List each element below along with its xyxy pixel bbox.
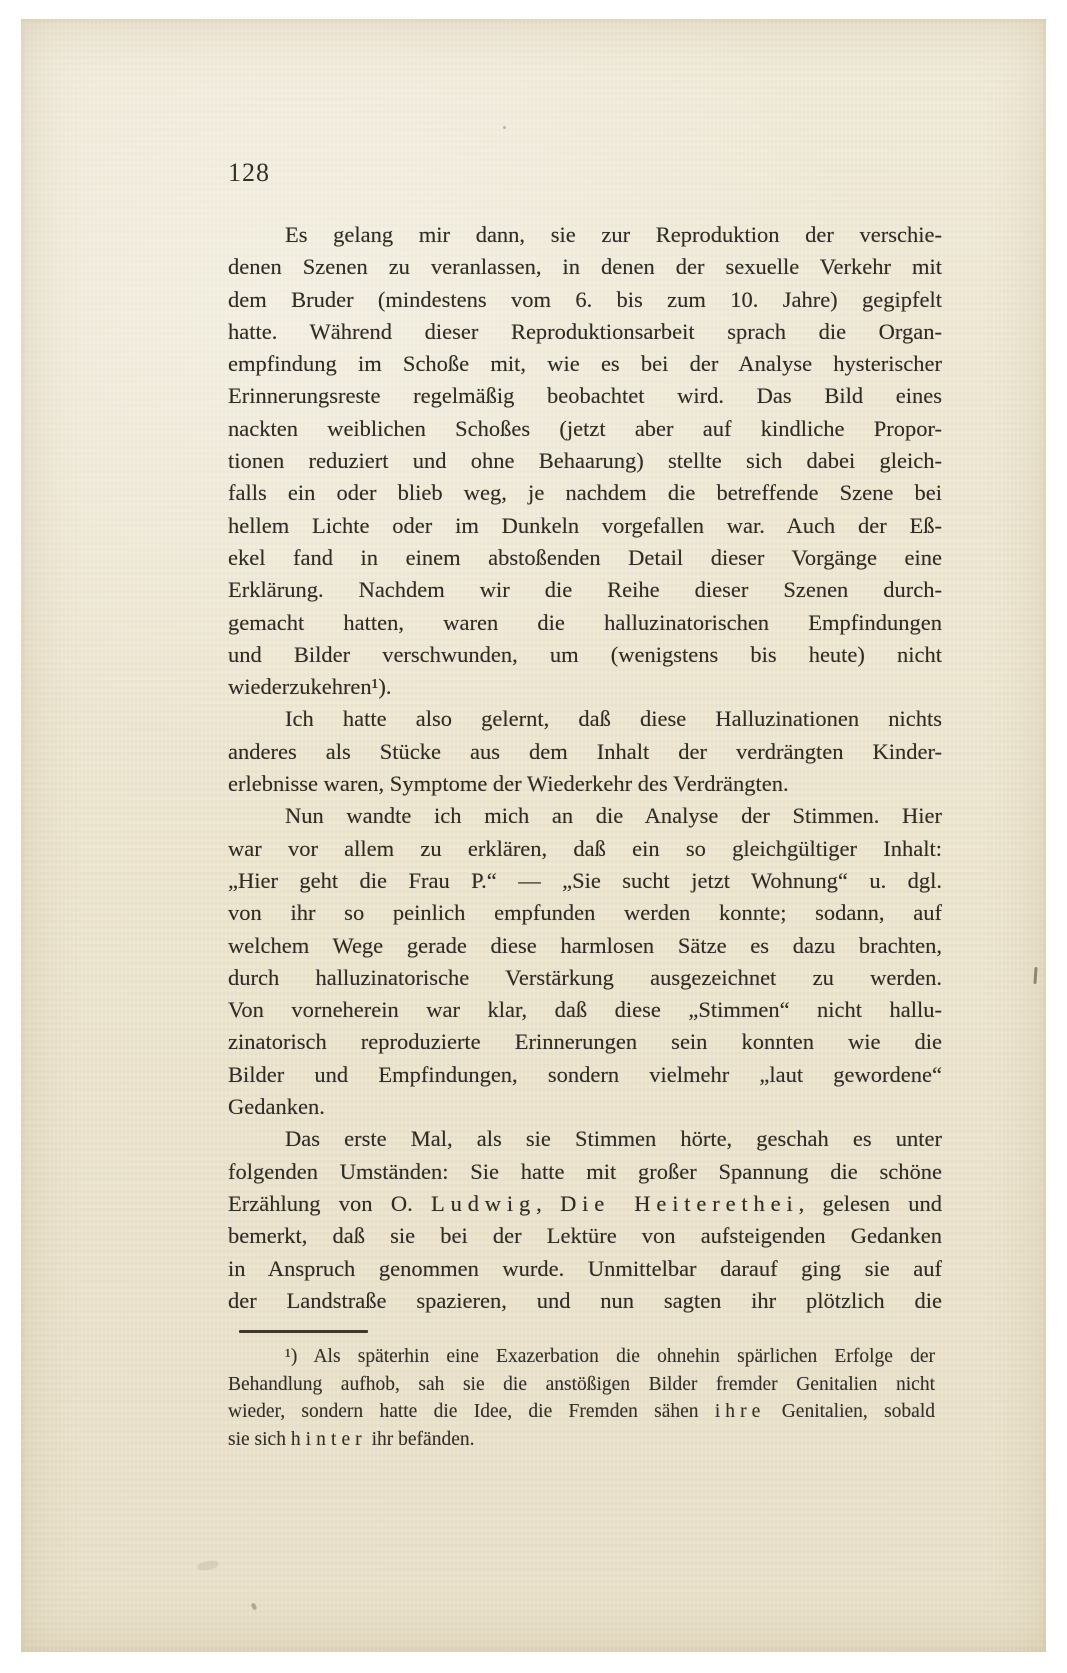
scan-speck [1033,967,1037,984]
book-page [21,19,1046,1652]
text-segment: welchem Wege gerade diese harmlosen Sätze es dazu brachten, [228,932,942,958]
text-segment: falls ein oder blieb weg, je nachdem die betreffende Szene bei [228,480,942,506]
text-segment: wiederzukehren¹). [228,674,392,700]
text-segment: denen Szenen zu veranlassen, in denen der sexuelle Verkehr mit [228,254,942,280]
text-line [228,1059,942,1091]
text-line [228,833,942,865]
text-segment: folgenden Umständen: Sie hatte mit großer Spannung die schöne [228,1158,942,1184]
text-line [228,1343,935,1371]
text-line [228,1220,942,1252]
text-segment: ekel fand in einem abstoßenden Detail dieser Vorgänge eine [228,544,942,570]
text-line [228,251,942,283]
text-segment: ¹) Als späterhin eine Exazerbation die ohnehin spärlichen Erfolge der [285,1346,935,1367]
text-segment: der Landstraße spazieren, und nun sagten ihr plötzlich die [228,1287,942,1313]
text-segment: in Anspruch genommen wurde. Unmittelbar darauf ging sie auf [228,1255,942,1281]
footnote-separator-rule [239,1330,368,1333]
text-segment: , [536,1190,561,1216]
text-line [228,316,942,348]
text-line [228,671,942,703]
text-line [228,574,942,606]
text-segment: Behandlung aufhob, sah sie die anstößigen Bilder fremder Genitalien nicht [228,1373,935,1395]
text-segment: hinter [290,1428,367,1450]
paragraph [228,703,942,800]
main-text-block [228,219,942,1317]
text-line [228,607,942,639]
text-line [228,380,942,412]
text-line [228,1285,942,1317]
text-segment: nackten weiblichen Schoßes (jetzt aber auf kindliche Propor- [228,415,942,441]
text-line [228,930,942,962]
text-line [228,994,942,1026]
text-line [228,1398,935,1426]
footnote-block [228,1343,935,1453]
text-line [228,736,942,768]
text-segment: sie sich [228,1428,291,1450]
text-segment: Bilder und Empfindungen, sondern vielmehr „laut gewordene“ [228,1061,942,1087]
text-line [228,542,942,574]
text-segment: ihr befänden. [366,1428,475,1450]
text-line [228,865,942,897]
text-line [228,1253,942,1285]
paragraph [228,1123,942,1317]
text-line [228,639,942,671]
text-line [228,477,942,509]
text-line [228,413,942,445]
text-segment: hellem Lichte oder im Dunkeln vorgefallen war. Auch der Eß- [228,512,942,538]
text-line [228,800,942,832]
text-segment: Die Heiterethei [560,1190,799,1216]
text-segment: wieder, sondern hatte die Idee, die Fremden sähen [228,1401,715,1423]
text-line [228,348,942,380]
paragraph [228,1343,935,1453]
text-segment: tionen reduziert und ohne Behaarung) stellte sich dabei gleich- [228,448,942,474]
text-segment: gemacht hatten, waren die halluzinatorischen Empfindungen [228,609,942,635]
text-segment: , gelesen und [798,1190,942,1216]
text-segment: Erklärung. Nachdem wir die Reihe dieser Szenen durch- [228,577,942,603]
text-line [228,768,942,800]
text-segment: Nun wandte ich mich an die Analyse der Stimmen. Hier [285,803,942,829]
text-line [228,1426,935,1454]
text-segment: „Hier geht die Frau P.“ — „Sie sucht jetzt Wohnung“ u. dgl. [228,867,942,893]
text-segment: war vor allem zu erklären, daß ein so gleichgültiger Inhalt: [228,835,942,861]
text-line [228,1026,942,1058]
text-line [228,1188,942,1220]
text-segment: bemerkt, daß sie bei der Lektüre von aufsteigenden Gedanken [228,1223,942,1249]
text-segment: hatte. Während dieser Reproduktionsarbeit sprach die Organ- [228,318,942,344]
text-line [228,510,942,542]
paragraph [228,800,942,1123]
text-segment: und Bilder verschwunden, um (wenigstens bis heute) nicht [228,641,942,667]
text-line [228,897,942,929]
text-line [228,1123,942,1155]
text-segment: dem Bruder (mindestens vom 6. bis zum 10. Jahre) gegipfelt [228,286,942,312]
text-line [228,284,942,316]
text-segment: erlebnisse waren, Symptome der Wiederkehr des Verdrängten. [228,771,789,797]
text-line [228,1091,942,1123]
text-segment: Erinnerungsreste regelmäßig beobachtet wird. Das Bild eines [228,383,942,409]
text-line [228,1371,935,1399]
text-line [228,703,942,735]
text-line [228,445,942,477]
page-number: 128 [228,158,270,187]
text-segment: Von vorneherein war klar, daß diese „Stimmen“ nicht hallu- [228,997,942,1023]
text-segment: anderes als Stücke aus dem Inhalt der verdrängten Kinder- [228,738,942,764]
text-segment: Das erste Mal, als sie Stimmen hörte, geschah es unter [285,1126,942,1152]
text-segment: Erzählung von O. [228,1190,432,1216]
text-segment: empfindung im Schoße mit, wie es bei der Analyse hysterischer [228,351,942,377]
text-segment: zinatorisch reproduzierte Erinnerungen sein konnten wie die [228,1029,942,1055]
text-segment: Gedanken. [228,1094,325,1120]
text-line [228,962,942,994]
text-segment: Ludwig [431,1190,537,1216]
text-segment: Es gelang mir dann, sie zur Reproduktion der verschie- [285,222,942,247]
text-segment: ihre [714,1401,766,1423]
scan-speck [503,126,506,129]
text-segment: durch halluzinatorische Verstärkung ausgezeichnet zu werden. [228,964,942,990]
scan-smudge [196,1559,219,1572]
text-line [228,1156,942,1188]
text-segment: von ihr so peinlich empfunden werden konnte; sodann, auf [228,900,942,926]
scan-speck [251,1602,258,1610]
paragraph [228,219,942,703]
text-segment: Genitalien, sobald [765,1401,935,1423]
text-line [228,219,942,251]
text-segment: Ich hatte also gelernt, daß diese Halluzinationen nichts [285,706,942,732]
